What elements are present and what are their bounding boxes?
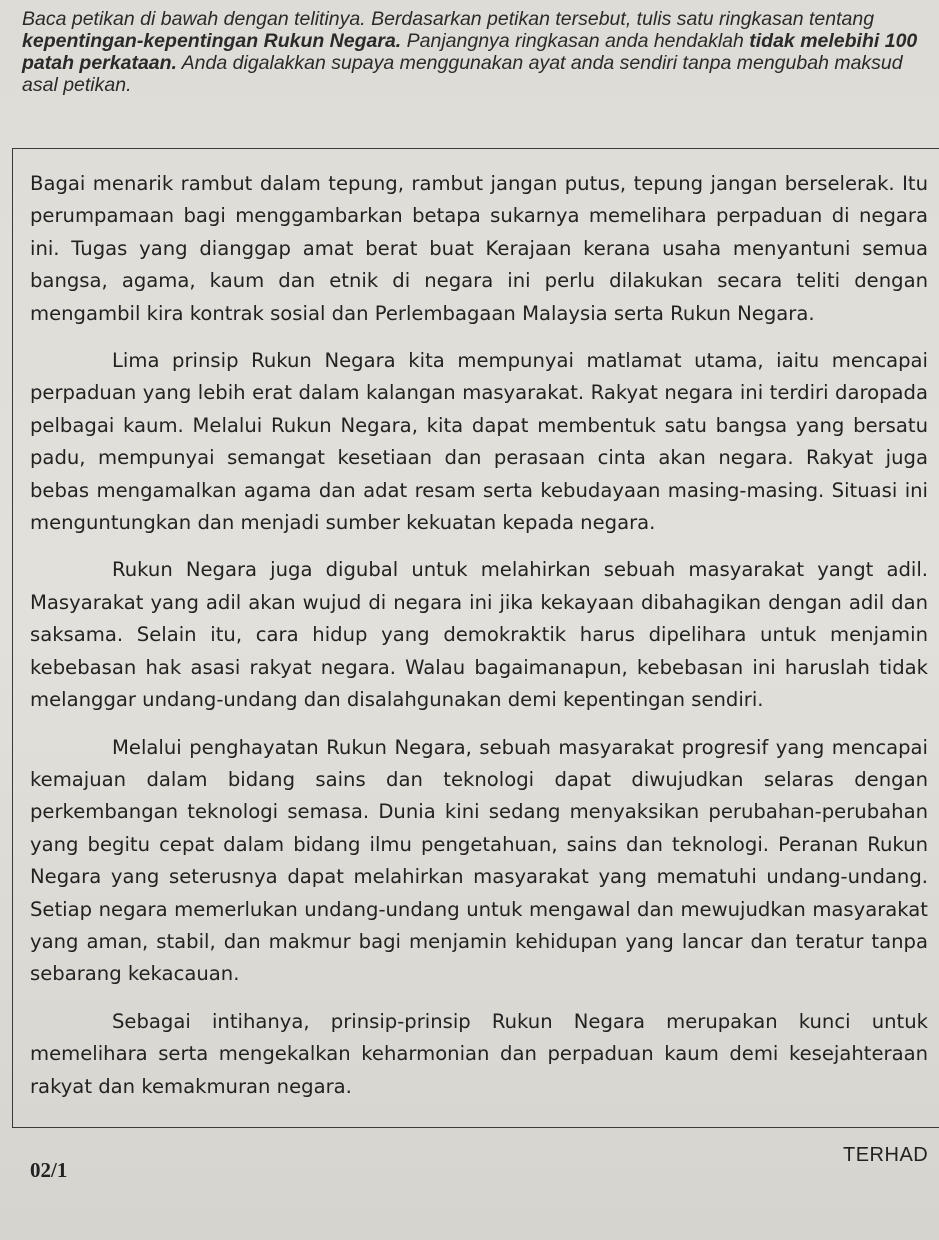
classification-label: TERHAD xyxy=(843,1144,929,1166)
passage-paragraph-3: Rukun Negara juga digubal untuk melahirkan sebuah masyarakat yangt adil. Masyarakat yang adil akan wujud di negara ini jika kekayaan dibahagikan dengan adil dan saksama. Selain itu, cara hidup yang demokraktik harus dipelihara untuk menjamin kebebasan hak asasi rakyat negara. Walau bagaimanapun, kebebasan ini haruslah tidak melanggar undang-undang dan disalahgunakan demi kepentingan sendiri. xyxy=(30,558,928,712)
passage-paragraph-2: Lima prinsip Rukun Negara kita mempunyai matlamat utama, iaitu mencapai perpaduan yang lebih erat dalam kalangan masyarakat. Rakyat negara ini terdiri daropada pelbagai kaum. Melalui Rukun Negara, kita dapat membentuk satu bangsa yang bersatu padu, mempunyai semangat kesetiaan dan perasaan cinta akan negara. Rakyat juga bebas mengamalkan agama dan adat resam serta kebudayaan masing-masing. Situasi ini menguntungkan dan menjadi sumber kekuatan kepada negara. xyxy=(30,349,928,535)
instruction-bold-topic: kepentingan-kepentingan Rukun Negara. xyxy=(22,30,402,52)
instruction-part-2: Panjangnya ringkasan anda hendaklah xyxy=(401,30,750,52)
paper-code: 02/1 xyxy=(30,1158,68,1182)
instruction-bold-word-limit: tidak melebihi 100 patah perkataan. xyxy=(22,30,918,74)
instruction-part-1: Baca petikan di bawah dengan telitinya. Berdasarkan petikan tersebut, tulis satu ringkasan tentang xyxy=(22,8,875,30)
instruction-text xyxy=(22,8,922,96)
instruction-part-3: Anda digalakkan supaya menggunakan ayat anda sendiri tanpa mengubah maksud asal petikan. xyxy=(22,52,903,96)
passage-paragraph-1: Bagai menarik rambut dalam tepung, rambut jangan putus, tepung jangan berselerak. Itu perumpamaan bagi menggambarkan betapa sukarnya memelihara perpaduan di negara ini. Tugas yang dianggap amat berat buat Kerajaan kerana usaha menyantuni semua bangsa, agama, kaum dan etnik di negara ini perlu dilakukan secara teliti dengan mengambil kira kontrak sosial dan Perlembagaan Malaysia serta Rukun Negara. xyxy=(30,172,928,325)
passage-paragraph-4: Melalui penghayatan Rukun Negara, sebuah masyarakat progresif yang mencapai kemajuan dalam bidang sains dan teknologi dapat diwujudkan selaras dengan perkembangan teknologi semasa. Dunia kini sedang menyaksikan perubahan-perubahan yang begitu cepat dalam bidang ilmu pengetahuan, sains dan teknologi. Peranan Rukun Negara yang seterusnya dapat melahirkan masyarakat yang mematuhi undang-undang. Setiap negara memerlukan undang-undang untuk mengawal dan mewujudkan masyarakat yang aman, stabil, dan makmur bagi menjamin kehidupan yang lancar dan teratur tanpa sebarang kekacauan. xyxy=(30,735,928,986)
passage xyxy=(30,168,928,1118)
passage-paragraph-5: Sebagai intihanya, prinsip-prinsip Rukun Negara merupakan kunci untuk memelihara serta mengekalkan keharmonian dan perpaduan kaum demi kesejahteraan rakyat dan kemakmuran negara. xyxy=(30,1009,928,1098)
